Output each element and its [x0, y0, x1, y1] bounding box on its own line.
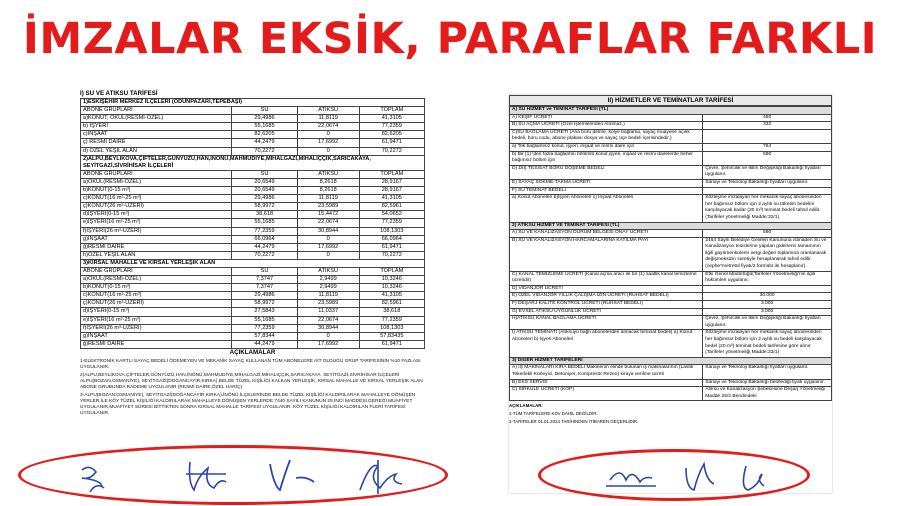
tariff-value-cell: 17,6992	[297, 243, 359, 251]
table-row	[81, 243, 425, 251]
table-row	[510, 143, 832, 151]
table-row	[81, 203, 425, 211]
note-item: 1-ELEKTRONİK KARTLI SAYAÇ BEDELİ ÖDEMEYEN VE MEKANİK SAYAÇ KULLANAN TÜM ABONELERE AİT OLDUĞU GRUP TARİFESİNİN %10 FAZLASI UYGULANIR.	[80, 358, 421, 370]
service-fee-cell: 332	[703, 122, 832, 130]
service-fee-cell: 590	[703, 230, 832, 238]
service-fee-cell: 764	[703, 143, 832, 151]
column-header: TOPLAM	[359, 170, 424, 178]
service-fee-cell: Sözleşme imzalayan her mekanik sayaç abonesinden her bağımsız bölüm için 2 aylık su bedeli karşılayacak bedel (20 m³) teminat bedeli tarifesine göre alınır (Tarifeler yönetmeliği Madde:33/1)	[703, 330, 832, 357]
tariff-value-cell: 0	[297, 131, 359, 139]
table-row	[510, 230, 832, 238]
service-tariff-title: II) HİZMETLER VE TEMİNATLAR TARİFESİ	[509, 95, 832, 106]
right-notes-title: AÇIKLAMALAR:	[509, 403, 543, 409]
water-tariff-title: I) SU VE ATIKSU TARİFESİ	[80, 90, 158, 97]
table-row	[81, 332, 425, 340]
tariff-value-cell: 66,0964	[359, 235, 424, 243]
table-row	[81, 227, 425, 235]
table-row	[510, 114, 832, 122]
tariff-value-cell: 55,1685	[232, 219, 297, 227]
tariff-value-cell: 11,0337	[297, 308, 359, 316]
service-tariff-table	[509, 106, 832, 401]
subscriber-group-cell: g)İNŞAAT	[81, 332, 232, 340]
tariff-value-cell: 17,6992	[297, 139, 359, 147]
service-item-cell: C) SİRKÜLE ÜCRETİ (KÖP)	[510, 387, 703, 401]
service-fee-cell: 2464 Sayılı Belediye Gelirleri Kanununa istinaden Su ve Kanalizasyon tesislerine yapılan giderlerin tamamının ilgili gayrimenkulerin vergi değeri toplamına oranlanarak değişmeksizin suretiyle hesaplanarak tahsil edilir.(cephe*metretül fiyatı/2 formülü ile hesaplanır).	[703, 237, 832, 271]
table-row	[81, 316, 425, 324]
tariff-value-cell: 2,9499	[297, 284, 359, 292]
column-header-row	[81, 170, 425, 178]
region-heading-row	[81, 155, 425, 170]
service-fee-cell	[703, 285, 832, 293]
region-heading: 1)ESKİŞEHİR MERKEZ İLÇELERİ (ODUNPAZARI,TEPEBAŞI)	[81, 99, 425, 107]
column-header-row	[81, 107, 425, 115]
tariff-value-cell: 23,5989	[297, 203, 359, 211]
tariff-value-cell: 0	[297, 332, 359, 340]
column-header-row	[81, 267, 425, 275]
table-row	[81, 187, 425, 195]
column-header: TOPLAM	[359, 107, 424, 115]
tariff-value-cell: 57,83435	[359, 332, 424, 340]
table-row	[510, 271, 832, 285]
subscriber-group-cell: b) İŞYERİ	[81, 123, 232, 131]
column-header: ATIKSU	[297, 267, 359, 275]
section-row	[510, 357, 832, 365]
service-item-cell: a) Konut Aboneleri b)İşyeri Aboneleri c) İnşaat Aboneleri	[510, 195, 703, 222]
column-header: ABONE GRUPLARI	[81, 107, 232, 115]
tariff-value-cell: 22,0674	[297, 219, 359, 227]
service-item-cell: E) ÖZEL VİDANJÖR YILLIK ÇALIŞMA İZİN ÜCRETİ (RUHSAT BEDELİ)	[510, 293, 703, 301]
column-header: TOPLAM	[359, 267, 424, 275]
service-fee-cell: 3.000	[703, 308, 832, 316]
table-row	[81, 324, 425, 332]
service-fee-cell: Atıksu ve Kanalizasyon Şebekesine Deşarj Yönetmeliği Madde 25/2 Bendindeki	[703, 387, 832, 401]
column-header: ATIKSU	[297, 170, 359, 178]
tariff-value-cell: 11,8119	[297, 115, 359, 123]
table-row	[510, 195, 832, 222]
tariff-value-cell: 41,3105	[359, 292, 424, 300]
tariff-value-cell: 77,2359	[359, 123, 424, 131]
section-row	[510, 222, 832, 230]
tariff-value-cell: 2,9499	[297, 276, 359, 284]
tariff-value-cell: 28,9167	[359, 178, 424, 186]
tariff-value-cell: 0	[297, 147, 359, 155]
table-row	[510, 165, 832, 179]
tariff-value-cell: 108,1303	[359, 227, 424, 235]
tariff-value-cell: 44,2479	[232, 340, 297, 348]
section-row	[510, 107, 832, 115]
tariff-value-cell: 22,0674	[297, 316, 359, 324]
column-header: SU	[232, 267, 297, 275]
water-tariff-table	[80, 98, 425, 349]
table-row	[510, 285, 832, 293]
region-heading: 3)KIRSAL MAHALLE VE KIRSAL YERLEŞİK ALAN	[81, 259, 425, 267]
table-row	[81, 308, 425, 316]
service-fee-cell: Sanayi ve Teknoloji Bakanlığı fiyatları uygulanır.	[703, 365, 832, 379]
note-item: 2)ALPU,BEYLİKOVA,ÇİFTELER,GÜNYÜZÜ,HAN,İNÖNÜ,MAHMUDİYE,MİHALGAZİ,MİHALIÇÇIK,SARICAKAYA, SEYİTGAZİ,SİVRİHİSAR İLÇELERİ ALPU(BOZAN,OSMANİYE), SEYİTGAZİ(DOĞANCAYIR,KIRKA) BELDE TÜZEL KİŞİLİĞİ KALKAN YERLEŞİK, KIRSAL MAHALLE VE KIRSAL YERLEŞİK ALAN ABONE GRUBUNDA RADEME UYGULANIR (RESMİ DAİRE,ÖZEL HARİÇ)	[80, 372, 423, 390]
column-header: ABONE GRUPLARI	[81, 170, 232, 178]
tariff-value-cell: 29,4986	[232, 195, 297, 203]
tariff-value-cell: 77,2359	[359, 316, 424, 324]
service-fee-cell: Sanayi ve Teknoloji Bakanlığı fiyatları uygulanır.	[703, 179, 832, 187]
tariff-value-cell: 41,3105	[359, 115, 424, 123]
table-row	[510, 293, 832, 301]
tariff-value-cell: 57,8344	[232, 332, 297, 340]
tariff-value-cell: 7,3747	[232, 276, 297, 284]
table-row	[81, 276, 425, 284]
tariff-value-cell: 28,9167	[359, 187, 424, 195]
tariff-value-cell: 82,6205	[359, 131, 424, 139]
subscriber-group-cell: e)İŞYERİ(16 m³-25 m³)	[81, 316, 232, 324]
service-item-cell: G) EVSEL ATIKSU UYGUNLUK ÜCRETİ	[510, 308, 703, 316]
service-item-cell: F) DEŞARJ KALİTE KONTROL ÜCRETİ (RUHSAT BEDELİ)	[510, 301, 703, 309]
tariff-value-cell: 38,618	[359, 308, 424, 316]
tariff-value-cell: 30,8944	[297, 324, 359, 332]
tariff-value-cell: 23,5989	[297, 300, 359, 308]
subscriber-group-cell: c)İNŞAAT	[81, 131, 232, 139]
table-row	[510, 301, 832, 309]
tariff-value-cell: 54,0652	[359, 211, 424, 219]
table-row	[510, 365, 832, 379]
tariff-value-cell: 11,8119	[297, 195, 359, 203]
subscriber-group-cell: e)İŞYERİ(16 m³-25 m³)	[81, 219, 232, 227]
note-item: 2-TARİFELER 01.01.2024 TARİHİNDEN İTİBAREN GEÇERLİDİR.	[509, 419, 639, 425]
subscriber-group-cell: a)OKUL(RESMİ-ÖZEL)	[81, 178, 232, 186]
tariff-value-cell: 82,5961	[359, 203, 424, 211]
column-header: SU	[232, 170, 297, 178]
tariff-value-cell: 108,1303	[359, 324, 424, 332]
subscriber-group-cell: ğ)RESMİ DAİRE	[81, 340, 232, 348]
tariff-value-cell: 44,2479	[232, 243, 297, 251]
tariff-value-cell: 27,5843	[232, 308, 297, 316]
tariff-value-cell: 29,4986	[232, 115, 297, 123]
water-tariff-document	[80, 90, 425, 490]
service-item-cell: A) İŞ MAKİNALARI KİRA BEDELİ Makinenin elinde bulunan iş makinalarının (Lastik Tekerlekli Kürleyici, Betoniyer, Kompresör Rezeo) kiraya verilme ücreti	[510, 365, 703, 379]
tariff-value-cell: 10,3246	[359, 284, 424, 292]
tariff-value-cell: 82,6205	[232, 131, 297, 139]
subscriber-group-cell: ç)KONUT(26 m³-ÜZERİ)	[81, 203, 232, 211]
service-item-cell: B) EKS SERVİS	[510, 379, 703, 387]
tariff-value-cell: 20,6549	[232, 187, 297, 195]
table-row	[510, 129, 832, 143]
service-fee-cell: Çevre, Şehircilik ve İklim Değişikliği Bakanlığı fiyatları uygulanır.	[703, 165, 832, 179]
note-item: 1-TÜM TARİFELERE KDV DAHİL DEĞİLDİR.	[509, 411, 598, 417]
column-header: ABONE GRUPLARI	[81, 267, 232, 275]
tariff-value-cell: 61,9471	[359, 139, 424, 147]
right-notes	[509, 403, 832, 425]
tariff-value-cell: 66,0964	[232, 235, 297, 243]
table-row	[81, 211, 425, 219]
table-row	[81, 131, 425, 139]
table-row	[510, 122, 832, 130]
subscriber-group-cell: f)İŞYERİ(26 m³-ÜZERİ)	[81, 227, 232, 235]
service-fee-cell: Sanayi ve Teknoloji Bakanlığı belirlediği fiyatı uygulanır.	[703, 379, 832, 387]
table-row	[81, 195, 425, 203]
column-header: SU	[232, 107, 297, 115]
table-row	[81, 123, 425, 131]
table-row	[510, 330, 832, 357]
service-fee-cell: 3.000	[703, 301, 832, 309]
column-header: ATIKSU	[297, 107, 359, 115]
tariff-value-cell: 15,4472	[297, 211, 359, 219]
region-heading: 2)ALPU,BEYLİKOVA,ÇİFTELER,GÜNYÜZÜ,HAN,İNÖNÜ,MAHMUDİYE,MİHALGAZİ,MİHALIÇÇIK,SARICAKAYA, SEYİTGAZİ,SİVRİHİSAR İLÇELERİ	[81, 155, 425, 170]
table-row	[81, 178, 425, 186]
tariff-value-cell: 0	[297, 251, 359, 259]
tariff-value-cell: 55,1685	[232, 123, 297, 131]
table-row	[510, 316, 832, 330]
notes-title: AÇIKLAMALAR	[229, 348, 276, 356]
table-row	[510, 379, 832, 387]
subscriber-group-cell: g)İNŞAAT	[81, 235, 232, 243]
service-fee-cell: 590	[703, 151, 832, 165]
tariff-value-cell: 58,9972	[232, 300, 297, 308]
section-heading: A) SU HİZMET ve TEMİNAT TARİFESİ (TL)	[510, 107, 832, 115]
region-heading-row	[81, 259, 425, 267]
tariff-value-cell: 70,2272	[232, 251, 297, 259]
tariff-value-cell: 55,1685	[232, 316, 297, 324]
table-row	[510, 179, 832, 187]
table-row	[81, 251, 425, 259]
service-item-cell: B) SU AÇMA ÜCRETİ (Özel İşlemlerinden Alınmaz.)	[510, 122, 703, 130]
tariff-value-cell: 38,618	[232, 211, 297, 219]
subscriber-group-cell: d)İŞYERİ(0-15 m³)	[81, 211, 232, 219]
service-tariff-document	[509, 95, 832, 493]
subscriber-group-cell: c)KONUT(16 m³-25 m³)	[81, 195, 232, 203]
service-item-cell: C) KANAL TEMİZLEME ÜCRETİ (Kanal açma aracı ile bir (1) saatlik kanal temizleme ücretidir)	[510, 271, 703, 285]
tariff-value-cell: 77,2359	[232, 324, 297, 332]
table-row	[81, 340, 425, 348]
table-row	[510, 187, 832, 195]
note-item: 3-ALPU(BOZAN,OSMANİYE), SEYİTGAZİ(DOĞANCAYIR,KIRKA),İNÖNÜ İLÇELERİNDE BELDE TÜZEL KİŞİLİĞİ KALDIRILARAK MAHALLEYE DÖNÜŞEN YERLER İLE KÖY TÜZEL KİŞİLİĞİ KALDIRILARAK MAHALLEYE DÖNÜŞEN YERLERDE 7440 SAYILI KANUNUN 25 İNCİ MADDESİ GEREĞİ MUAFİYET UYGULANIR,MUAFİYET SÜRESİ BİTTİKTEN SONRA KIRSAL MAHALLE TARİFESİ UYGULANIR. KÖY TÜZEL KİŞİLİĞİ KALDIRILAN FLERİ TARİFESİ UYGULANIR.	[80, 392, 416, 416]
tariff-value-cell: 77,2359	[232, 227, 297, 235]
table-row	[510, 237, 832, 271]
service-item-cell: C)SU BAĞLAMA ÜCRETİ (Ana boru delme, kolye bağlama, sayaç muayene açılık bedeli, boru codu, abone plakası dosya ve sayaç üçe bedeli içerisindedir.)	[510, 129, 703, 143]
tariff-value-cell: 10,3246	[359, 276, 424, 284]
table-row	[81, 139, 425, 147]
table-row	[81, 219, 425, 227]
subscriber-group-cell: f)İŞYERİ(26 m³-ÜZERİ)	[81, 324, 232, 332]
subscriber-group-cell: h)ÖZEL YEŞİL ALAN	[81, 251, 232, 259]
subscriber-group-cell: c)KONUT(16 m³-25 m³)	[81, 292, 232, 300]
table-row	[81, 284, 425, 292]
service-fee-cell: 30.000	[703, 293, 832, 301]
tariff-value-cell: 30,8944	[297, 227, 359, 235]
subscriber-group-cell: d) ÖZEL YEŞİL ALAN	[81, 147, 232, 155]
tariff-value-cell: 17,6992	[297, 340, 359, 348]
subscriber-group-cell: ç) RESMİ DAİRE	[81, 139, 232, 147]
service-fee-cell: Çevre, Şehircilik ve İklim Değişikliği Bakanlığı fiyatları uygulanır.	[703, 316, 832, 330]
service-item-cell: A) SU VE KANALİZASYON DURUM BELGESİ ONAY ÜCRETİ	[510, 230, 703, 238]
service-item-cell: A) KEŞİF ÜCRETİ	[510, 114, 703, 122]
notes-list	[80, 359, 425, 417]
tariff-value-cell: 0	[297, 235, 359, 243]
service-item-cell: a) Tek bağlantısız konut, işyeri, inşaat ve resmi daire için	[510, 143, 703, 151]
tariff-value-cell: 61,9471	[359, 243, 424, 251]
service-item-cell: D) VİDANJÖR ÜCRETİ	[510, 285, 703, 293]
table-row	[510, 308, 832, 316]
tariff-value-cell: 8,2618	[297, 178, 359, 186]
tariff-value-cell: 58,9972	[232, 203, 297, 211]
table-row	[81, 300, 425, 308]
subscriber-group-cell: ç)KONUT(26 m³-ÜZERİ)	[81, 300, 232, 308]
service-item-cell: I) ATIKSU TEMİNATI (Atıksuyu bağlı abonelerden alınacak teminat bedeli) a) Konut Aboneleri b) İşyeri Aboneleri	[510, 330, 703, 357]
table-row	[81, 147, 425, 155]
service-fee-cell	[703, 187, 832, 195]
service-fee-cell: Sözleşme imzalayan her mekanik sayaç abonesinden her bağımsız bölüm için 2 aylık su tüketim bedelini karşılayacak kadar (20 m³) teminat bedeli tahsil edilir. (Tarifeler yönetmeliği Madde:32/1)	[703, 195, 832, 222]
table-row	[81, 235, 425, 243]
tariff-value-cell: 7,3747	[232, 284, 297, 292]
table-row	[81, 292, 425, 300]
section-heading: 3) DİĞER HİZMET TARİFELERİ	[510, 357, 832, 365]
table-row	[81, 115, 425, 123]
tariff-value-cell: 70,2272	[232, 147, 297, 155]
subscriber-group-cell: a)KONUT, OKUL(RESMİ-ÖZEL)	[81, 115, 232, 123]
section-heading: 2) ATIKSU HİZMET VE TEMİNAT TARİFESİ (TL)	[510, 222, 832, 230]
tariff-value-cell: 22,0674	[297, 123, 359, 131]
table-row	[510, 151, 832, 165]
service-item-cell: H)ATIKSU KANAL BAĞLAMA ÜCRETİ	[510, 316, 703, 330]
tariff-value-cell: 77,2359	[359, 219, 424, 227]
tariff-value-cell: 61,9471	[359, 340, 424, 348]
tariff-value-cell: 70,2272	[359, 251, 424, 259]
region-heading-row	[81, 99, 425, 107]
service-fee-cell	[703, 129, 832, 143]
service-fee-cell: 450	[703, 114, 832, 122]
tariff-value-cell: 11,8119	[297, 292, 359, 300]
subscriber-group-cell: ğ)RESMİ DAİRE	[81, 243, 232, 251]
tariff-value-cell: 70,2272	[359, 147, 424, 155]
subscriber-group-cell: b)KONUT(0-15 m³)	[81, 284, 232, 292]
service-item-cell: B) SU VE KANALİZASYON HARCAMALARINA KATILMA PAYI	[510, 237, 703, 271]
service-item-cell: E) SAYAÇ SÖKME-TAKMA ÜCRETİ	[510, 179, 703, 187]
tariff-value-cell: 82,5961	[359, 300, 424, 308]
subscriber-group-cell: a)OKUL(RESMİ-ÖZEL)	[81, 276, 232, 284]
service-item-cell: D) DIŞ TESİSAT BORU DÖŞEME BEDELİ	[510, 165, 703, 179]
table-row	[510, 387, 832, 401]
tariff-value-cell: 44,2479	[232, 139, 297, 147]
right-signature-highlight	[538, 449, 810, 501]
service-item-cell: F) SU TEMİNAT BEDELİ	[510, 187, 703, 195]
tariff-value-cell: 20,6549	[232, 178, 297, 186]
headline: İMZALAR EKSİK, PARAFLAR FARKLI	[22, 14, 878, 64]
left-signature-highlight	[18, 445, 448, 505]
tariff-value-cell: 41,3105	[359, 195, 424, 203]
service-fee-cell: Etki Genel Müdürlüğü(Tarifeler Yönetmeliği'nin ilgili hükümleri uygulanır.	[703, 271, 832, 285]
subscriber-group-cell: b)KONUT(0-15 m³)	[81, 187, 232, 195]
tariff-value-cell: 8,2618	[297, 187, 359, 195]
service-item-cell: b) Bir (1) 'den fazla bağlantısı bölümlü konut,işyeri, inşaat ve resmi dairelerde beher bağımsız bölüm için	[510, 151, 703, 165]
tariff-value-cell: 29,4986	[232, 292, 297, 300]
subscriber-group-cell: d)İŞYERİ(0-15 m³)	[81, 308, 232, 316]
